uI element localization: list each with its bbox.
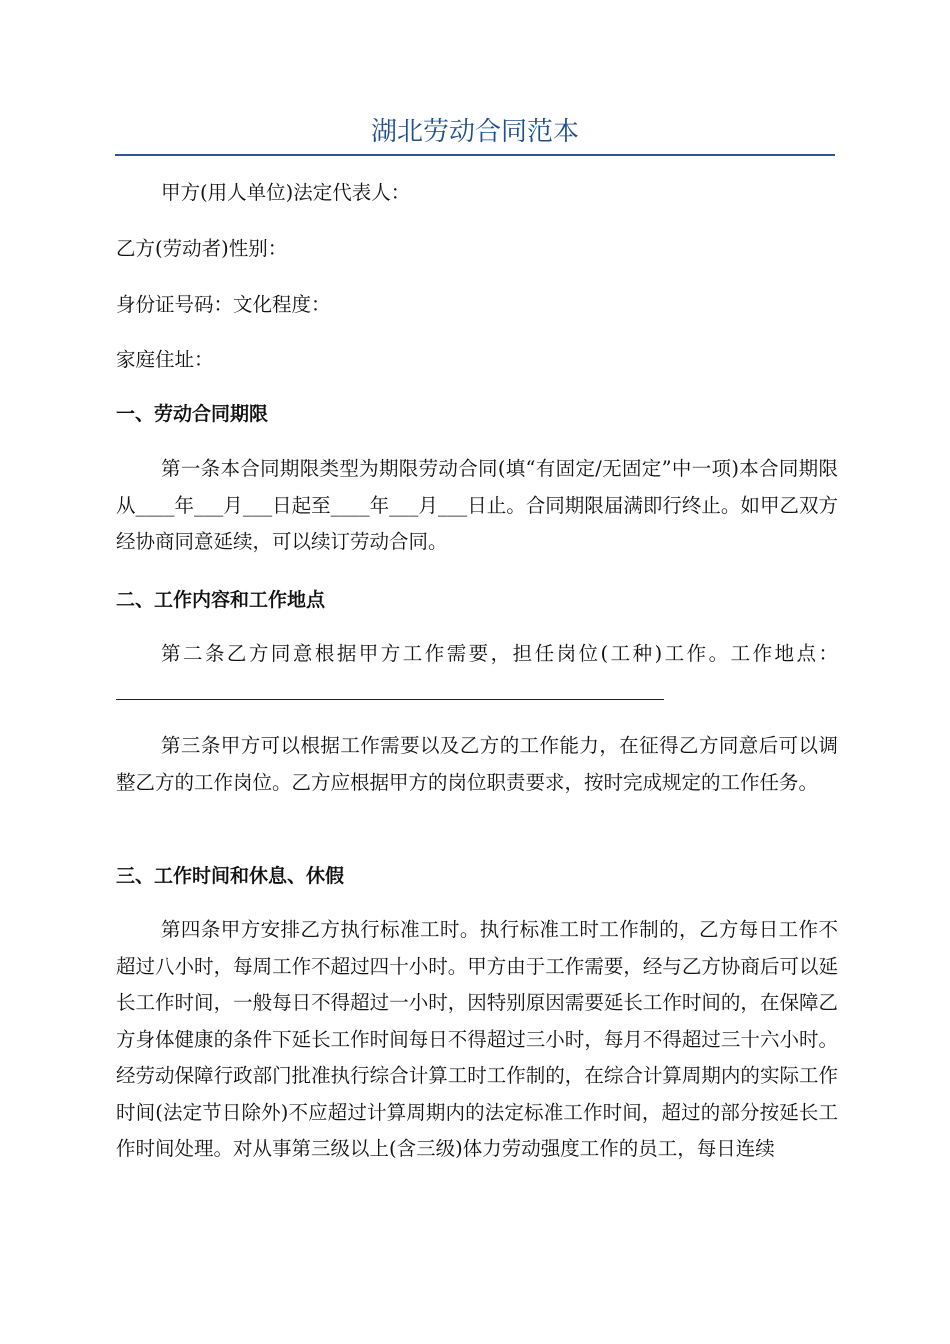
address-field: 家庭住址： <box>116 348 214 371</box>
clause-3: 第三条甲方可以根据工作需要以及乙方的工作能力，在征得乙方同意后可以调整乙方的工作岗位。乙方应根据甲方的岗位职责要求，按时完成规定的工作任务。 <box>116 734 838 794</box>
clause-2 <box>116 636 838 709</box>
section-heading-work: 二、工作内容和工作地点 <box>116 589 326 611</box>
party-a-field: 甲方(用人单位)法定代表人： <box>161 181 411 204</box>
work-location-blank <box>116 679 664 700</box>
clause-2-text: 第二条乙方同意根据甲方工作需要，担任岗位(工种)工作。工作地点： <box>161 642 838 665</box>
clause-1: 第一条本合同期限类型为期限劳动合同(填“有固定/无固定”中一项)本合同期限从____年___月___日起至____年___月___日止。合同期限届满即行终止。如甲乙双方经协商同意延续，可以续订劳动合同。 <box>116 457 838 553</box>
section-heading-hours: 三、工作时间和休息、休假 <box>116 865 345 887</box>
document-title: 湖北劳动合同范本 <box>370 117 579 147</box>
title-underline <box>115 154 835 156</box>
section-heading-term: 一、劳动合同期限 <box>116 403 269 425</box>
id-education-field: 身份证号码：文化程度： <box>116 293 331 316</box>
clause-4: 第四条甲方安排乙方执行标准工时。执行标准工时工作制的，乙方每日工作不超过八小时，每周工作不超过四十小时。甲方由于工作需要，经与乙方协商后可以延长工作时间，一般每日不得超过一小时，因特别原因需要延长工作时间的，在保障乙方身体健康的条件下延长工作时间每日不得超过三小时，每月不得超过三十六小时。经劳动保障行政部门批准执行综合计算工时工作制的，在综合计算周期内的实际工作时间(法定节日除外)不应超过计算周期内的法定标准工作时间，超过的部分按延长工作时间处理。对从事第三级以上(含三级)体力劳动强度工作的员工，每日连续 <box>116 918 838 1160</box>
party-b-field: 乙方(劳动者)性别： <box>116 237 288 260</box>
